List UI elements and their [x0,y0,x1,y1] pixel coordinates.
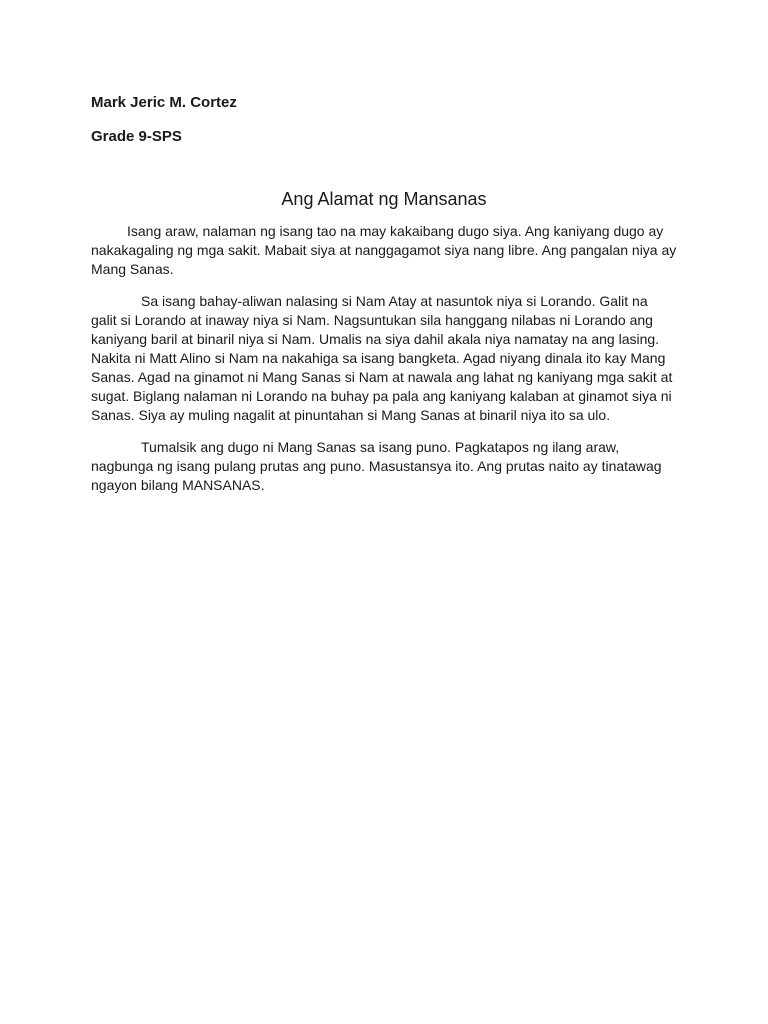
document-title: Ang Alamat ng Mansanas [281,189,487,209]
paragraph: Isang araw, nalaman ng isang tao na may kakaibang dugo siya. Ang kaniyang dugo ay nakakagaling ng mga sakit. Mabait siya at nanggagamot siya nang libre. Ang pangalan niya ay Mang Sanas. [91,223,677,277]
author-name: Mark Jeric M. Cortez [91,94,237,111]
paragraph: Sa isang bahay-aliwan nalasing si Nam Atay at nasuntok niya si Lorando. Galit na galit si Lorando at inaway niya si Nam. Nagsuntukan sila hanggang nilabas ni Lorando ang kaniyang baril at binaril niya si Nam. Umalis na siya dahil akala niya namatay na ang lasing. Nakita ni Matt Alino si Nam na nakahiga sa isang bangketa. Agad niyang dinala ito kay Mang Sanas. Agad na ginamot ni Mang Sanas si Nam at nawala ang lahat ng kaniyang mga sakit at sugat. Biglang nalaman ni Lorando na buhay pa pala ang kaniyang kalaban at ginamot siya ni Sanas. Siya ay muling nagalit at pinuntahan si Mang Sanas at binaril niya ito sa ulo. [91,293,673,423]
author-block [91,93,491,147]
paragraph: Tumalsik ang dugo ni Mang Sanas sa isang puno. Pagkatapos ng ilang araw, nagbunga ng isang pulang prutas ang puno. Masustansya ito. Ang prutas naito ay tinatawag ngayon bilang MANSANAS. [91,439,662,493]
grade-section: Grade 9-SPS [91,128,182,145]
document-body [91,222,677,508]
